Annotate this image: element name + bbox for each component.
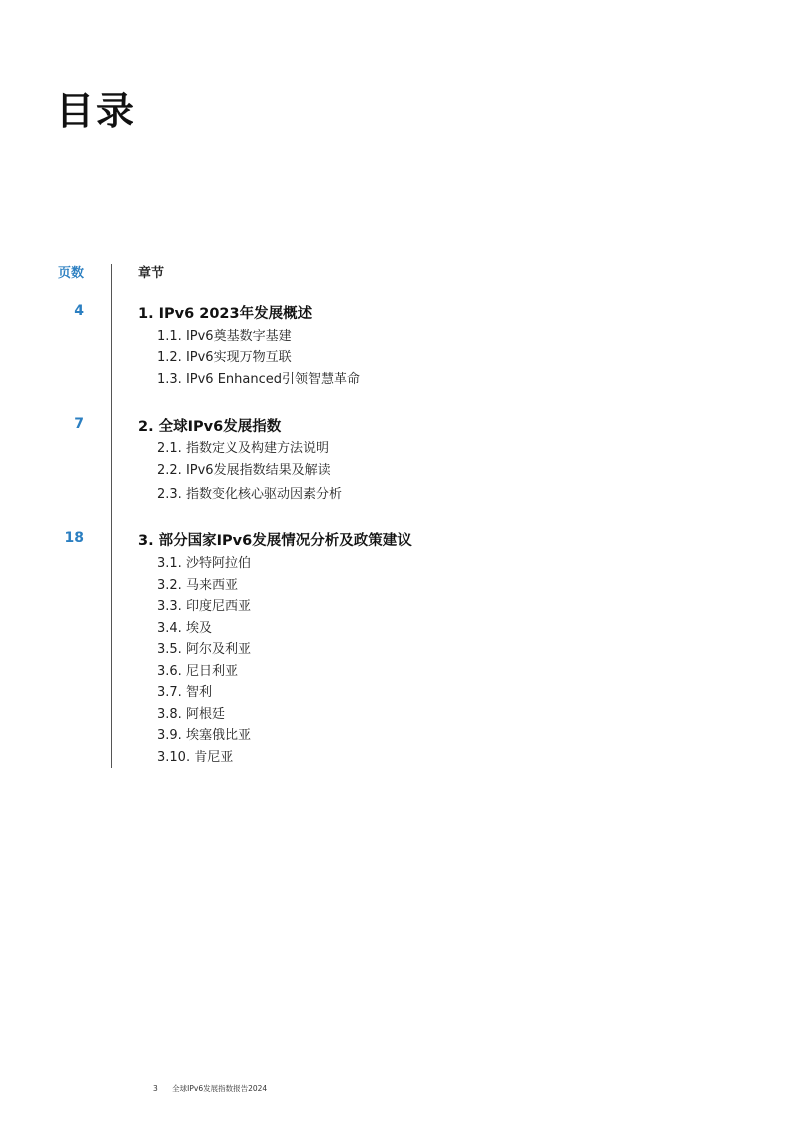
toc-item-3-1[interactable]: 3.1. 沙特阿拉伯: [157, 556, 251, 571]
section-3-page-number: 18: [64, 530, 84, 546]
toc-item-3-10[interactable]: 3.10. 肯尼亚: [157, 750, 234, 765]
toc-divider: [111, 264, 112, 768]
toc-item-3-4[interactable]: 3.4. 埃及: [157, 621, 212, 636]
footer-page-number: 3: [153, 1084, 158, 1093]
toc-item-3-3[interactable]: 3.3. 印度尼西亚: [157, 599, 251, 614]
section-2-page-number: 7: [74, 416, 84, 432]
toc-item-1-3[interactable]: 1.3. IPv6 Enhanced引领智慧革命: [157, 372, 361, 387]
toc-item-2-3[interactable]: 2.3. 指数变化核心驱动因素分析: [157, 487, 342, 502]
section-2-title[interactable]: 2. 全球IPv6发展指数: [138, 419, 282, 435]
toc-item-2-2[interactable]: 2.2. IPv6发展指数结果及解读: [157, 463, 331, 478]
section-1-title[interactable]: 1. IPv6 2023年发展概述: [138, 306, 313, 322]
toc-item-1-1[interactable]: 1.1. IPv6奠基数字基建: [157, 329, 292, 344]
section-3-title[interactable]: 3. 部分国家IPv6发展情况分析及政策建议: [138, 533, 412, 549]
toc-item-3-2[interactable]: 3.2. 马来西亚: [157, 578, 238, 593]
toc-header-page: 页数: [57, 266, 84, 281]
toc-item-3-7[interactable]: 3.7. 智利: [157, 685, 212, 700]
toc-item-3-9[interactable]: 3.9. 埃塞俄比亚: [157, 728, 251, 743]
toc-header-chapter: 章节: [138, 266, 165, 281]
toc-item-1-2[interactable]: 1.2. IPv6实现万物互联: [157, 350, 292, 365]
section-1-page-number: 4: [74, 303, 84, 319]
toc-item-2-1[interactable]: 2.1. 指数定义及构建方法说明: [157, 441, 329, 456]
toc-item-3-5[interactable]: 3.5. 阿尔及利亚: [157, 642, 251, 657]
toc-item-3-8[interactable]: 3.8. 阿根廷: [157, 707, 225, 722]
page-title: 目录: [56, 89, 137, 133]
footer-report-title: 全球IPv6发展指数报告2024: [172, 1084, 268, 1093]
page-footer: [153, 1083, 267, 1094]
toc-item-3-6[interactable]: 3.6. 尼日利亚: [157, 664, 238, 679]
